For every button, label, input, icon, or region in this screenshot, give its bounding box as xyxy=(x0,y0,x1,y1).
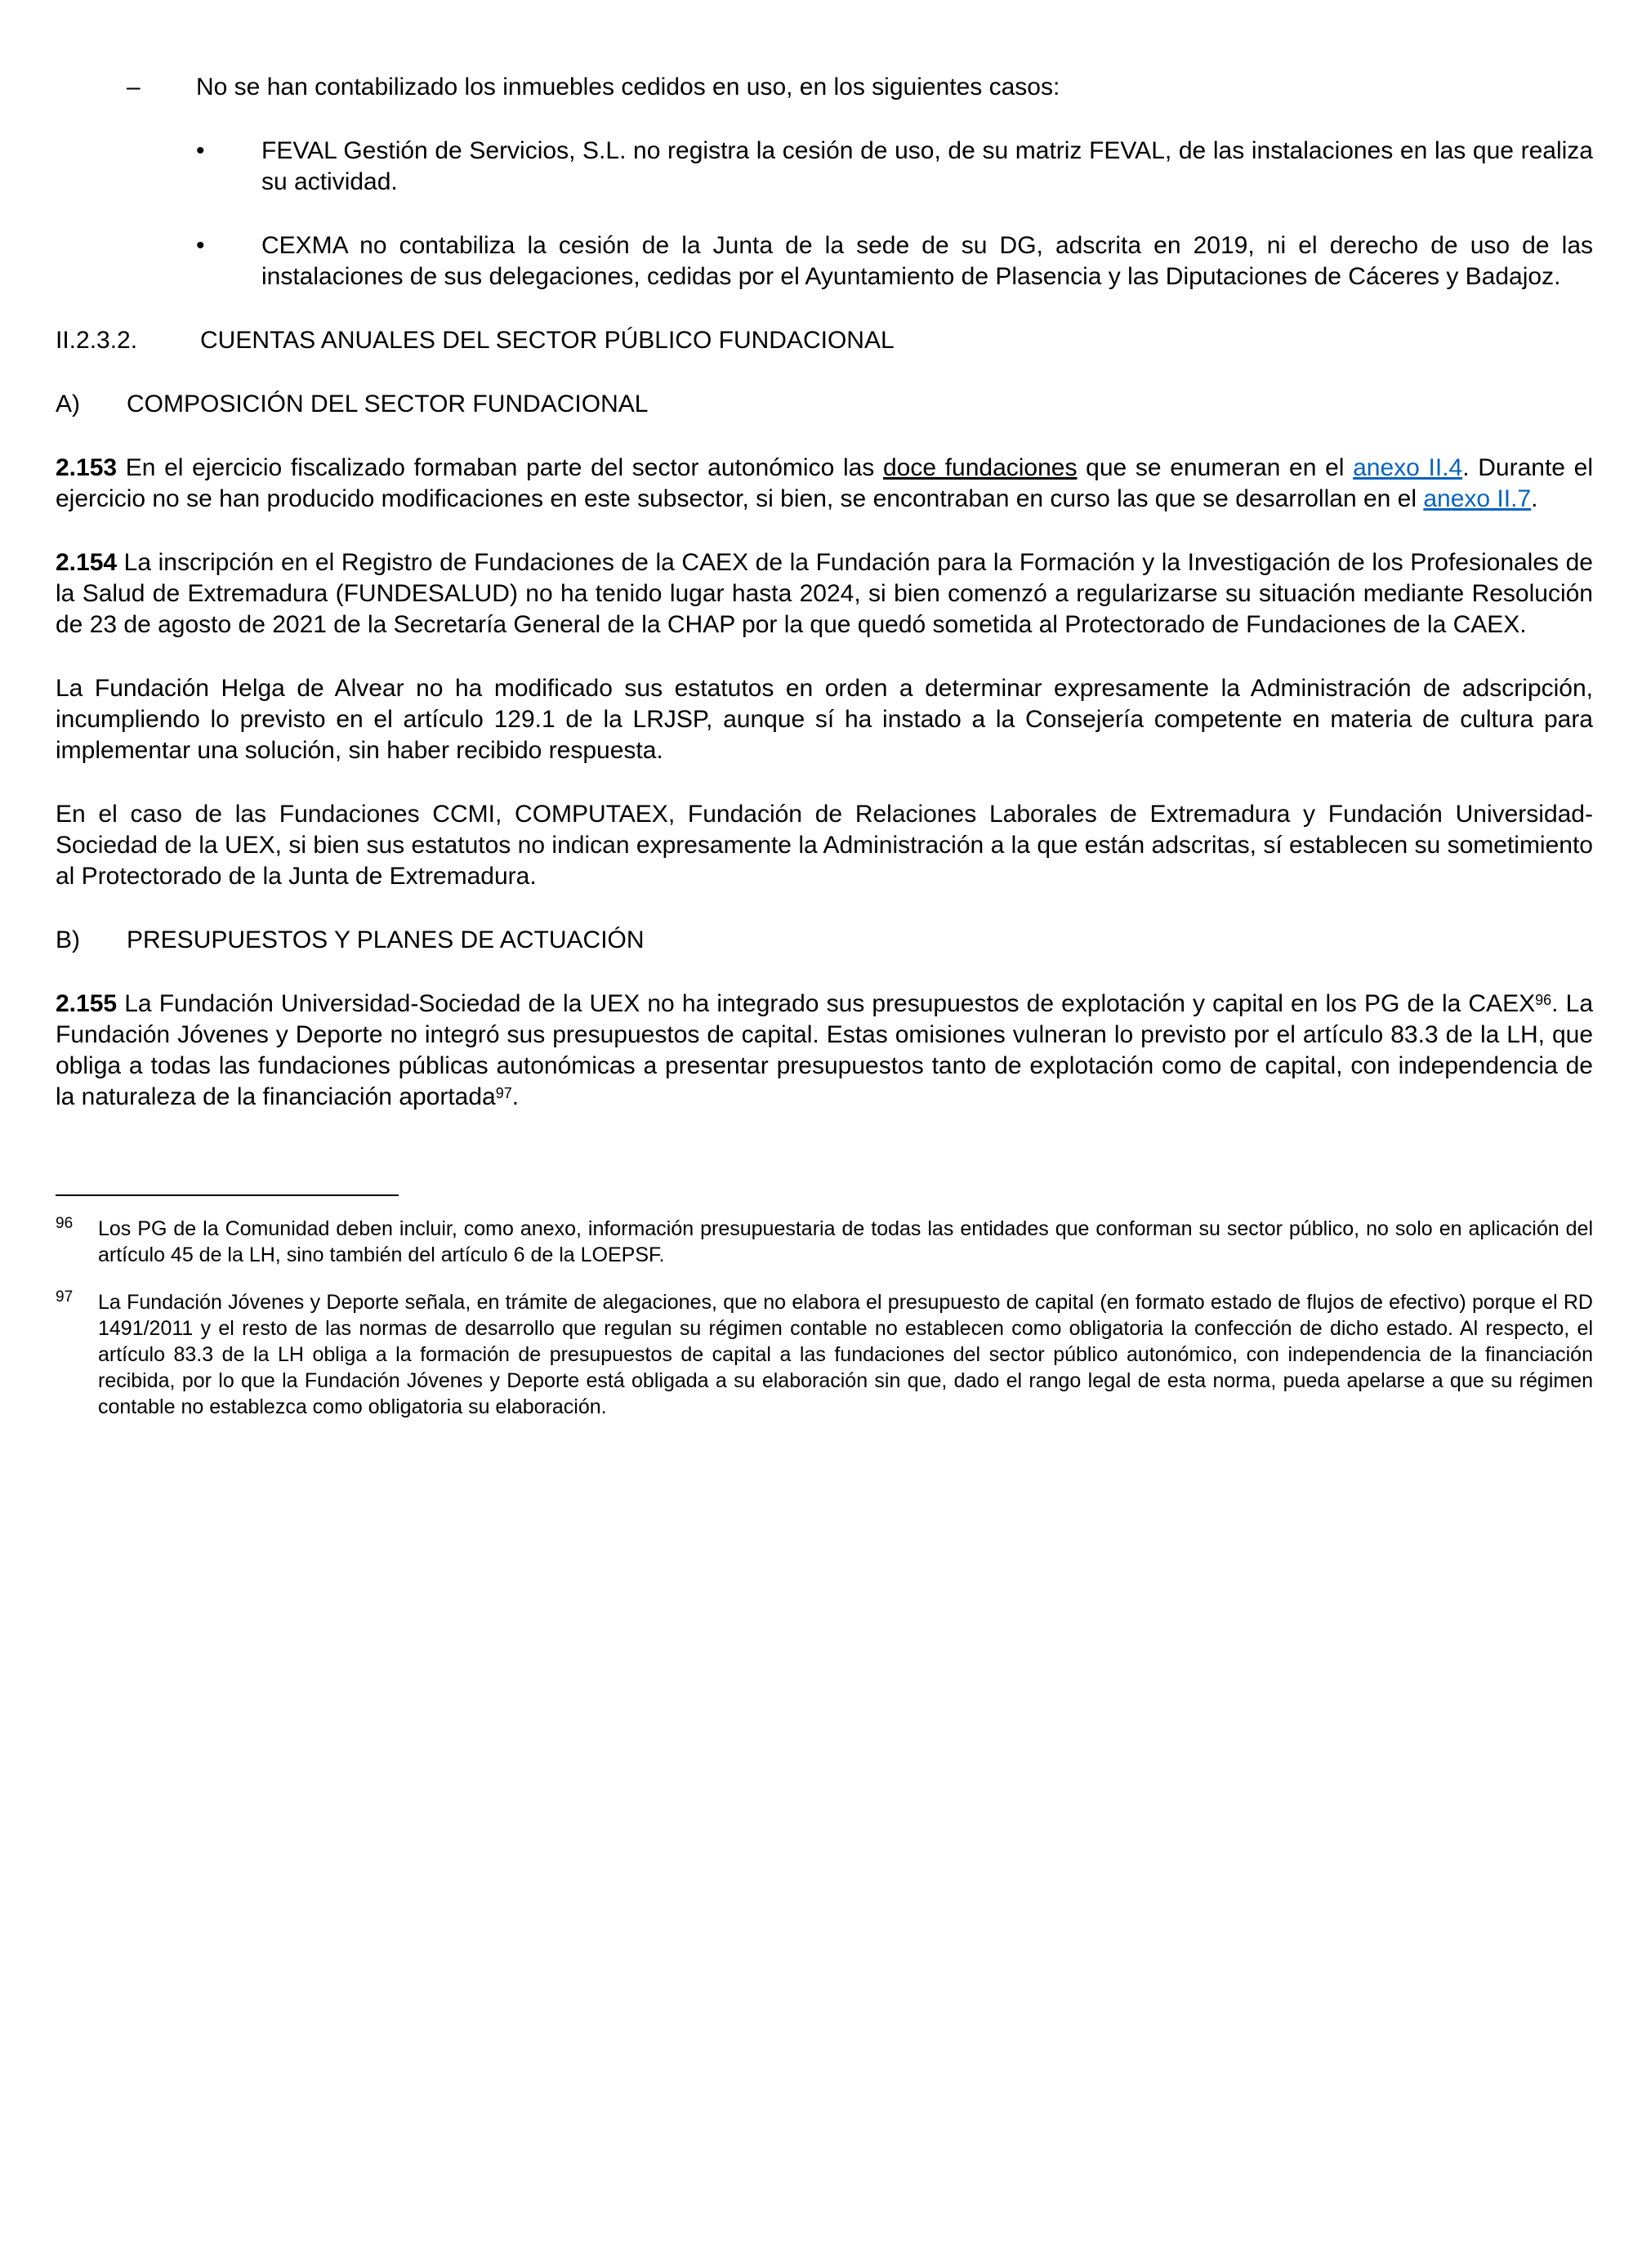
subsection-letter: A) xyxy=(56,391,80,417)
subsection-heading-a xyxy=(56,389,1593,420)
subsection-title: COMPOSICIÓN DEL SECTOR FUNDACIONAL xyxy=(127,391,649,417)
footnote-97 xyxy=(56,1289,1593,1420)
subsection-letter: B) xyxy=(56,926,80,953)
dash-marker: – xyxy=(127,74,141,100)
paragraph-2155 xyxy=(56,989,1593,1113)
paragraph-2153 xyxy=(56,453,1593,515)
section-number: II.2.3.2. xyxy=(56,327,138,354)
text-run: . xyxy=(511,1083,520,1110)
list-item-text: No se han contabilizado los inmuebles cedidos en uso, en los siguientes casos: xyxy=(196,74,1060,100)
list-item-text: CEXMA no contabiliza la cesión de la Junta de la sede de su DG, adscrita en 2019, ni el derecho de uso de las instalaciones de sus delegaciones, cedidas por el Ayuntamiento de Plasencia y las Diputaciones de Cáceres y Badajoz. xyxy=(261,232,1593,290)
footnote-number: 96 xyxy=(56,1215,74,1232)
list-item-text: FEVAL Gestión de Servicios, S.L. no registra la cesión de uso, de su matriz FEVAL, de las instalaciones en las que realiza su actividad. xyxy=(261,137,1593,195)
paragraph-2154 xyxy=(56,547,1593,641)
footnote-text: Los PG de la Comunidad deben incluir, como anexo, información presupuestaria de todas las entidades que conforman su sector público, no solo en aplicación del artículo 45 de la LH, sino también del artículo 6 de la LOEPSF. xyxy=(98,1217,1593,1266)
text-run: La Fundación Helga de Alvear no ha modificado sus estatutos en orden a determinar expresamente la Administración de adscripción, incumpliendo lo previsto en el artículo 129.1 de la LRJSP, aunque sí ha instado a la Consejería competente en materia de cultura para implementar una solución, sin haber recibido respuesta. xyxy=(56,675,1593,764)
list-item-dash xyxy=(56,72,1593,103)
footnotes-section xyxy=(56,1194,1593,1420)
section-title: CUENTAS ANUALES DEL SECTOR PÚBLICO FUNDACIONAL xyxy=(200,327,895,354)
section-heading-ii232 xyxy=(56,325,1593,356)
text-run: La inscripción en el Registro de Fundaciones de la CAEX de la Fundación para la Formación y la Investigación de los Profesionales de la Salud de Extremadura (FUNDESALUD) no ha tenido lugar hasta 2024, si bien comenzó a regularizarse su situación mediante Resolución de 23 de agosto de 2021 de la Secretaría General de la CHAP por la que quedó sometida al Protectorado de Fundaciones de la CAEX. xyxy=(56,549,1593,638)
paragraph-ccmi xyxy=(56,799,1593,892)
footnote-number: 97 xyxy=(56,1288,74,1306)
subsection-title: PRESUPUESTOS Y PLANES DE ACTUACIÓN xyxy=(127,926,645,953)
bullet-marker: • xyxy=(196,232,205,259)
footnote-separator xyxy=(56,1194,399,1196)
bullet-marker: • xyxy=(196,137,205,164)
paragraph-helga xyxy=(56,673,1593,766)
subsection-heading-b xyxy=(56,925,1593,956)
text-run: La Fundación Universidad-Sociedad de la UEX no ha integrado sus presupuestos de explotación y capital en los PG de la CAEX xyxy=(117,990,1536,1017)
list-item-bullet xyxy=(56,230,1593,292)
link-anexo-ii4[interactable]: anexo II.4 xyxy=(1353,454,1463,481)
list-item-bullet xyxy=(56,136,1593,198)
text-run: . La Fundación Jóvenes y Deporte no integró sus presupuestos de capital. Estas omisiones vulneran lo previsto por el artículo 83.3 de la LH, que obliga a todas las fundaciones públicas autonómicas a presentar presupuestos tanto de explotación como de capital, con independencia de la naturaleza de la financiación aportada xyxy=(56,990,1594,1110)
text-run: . xyxy=(1531,485,1538,512)
text-run: . Durante el ejercicio no se han producido modificaciones en este subsector, si bien, se encontraban en curso las que se desarrollan en el xyxy=(56,454,1593,512)
footnote-ref-96: 96 xyxy=(1535,991,1552,1008)
text-run: En el ejercicio fiscalizado formaban parte del sector autonómico las xyxy=(117,454,883,481)
paragraph-number: 2.155 xyxy=(56,990,118,1017)
underlined-text: doce fundaciones xyxy=(882,454,1078,481)
paragraph-number: 2.154 xyxy=(56,549,118,576)
footnote-ref-97: 97 xyxy=(495,1084,512,1101)
footnote-text: La Fundación Jóvenes y Deporte señala, en trámite de alegaciones, que no elabora el presupuesto de capital (en formato estado de flujos de efectivo) porque el RD 1491/2011 y el resto de las normas de desarrollo que regulan su régimen contable no establecen como obligatoria la confección de dicho estado. Al respecto, el artículo 83.3 de la LH obliga a la formación de presupuestos de capital a las fundaciones del sector público autonómico, con independencia de la financiación recibida, por lo que la Fundación Jóvenes y Deporte está obligada a su elaboración sin que, dado el rango legal de esta norma, pueda apelarse a que su régimen contable no establezca como obligatoria su elaboración. xyxy=(98,1291,1593,1418)
link-anexo-ii7[interactable]: anexo II.7 xyxy=(1423,485,1532,512)
paragraph-number: 2.153 xyxy=(56,454,118,481)
text-run: que se enumeran en el xyxy=(1077,454,1354,481)
text-run: En el caso de las Fundaciones CCMI, COMPUTAEX, Fundación de Relaciones Laborales de Extremadura y Fundación Universidad-Sociedad de la UEX, si bien sus estatutos no indican expresamente la Administración a la que están adscritas, sí establecen su sometimiento al Protectorado de la Junta de Extremadura. xyxy=(56,801,1593,890)
footnote-96 xyxy=(56,1216,1593,1268)
